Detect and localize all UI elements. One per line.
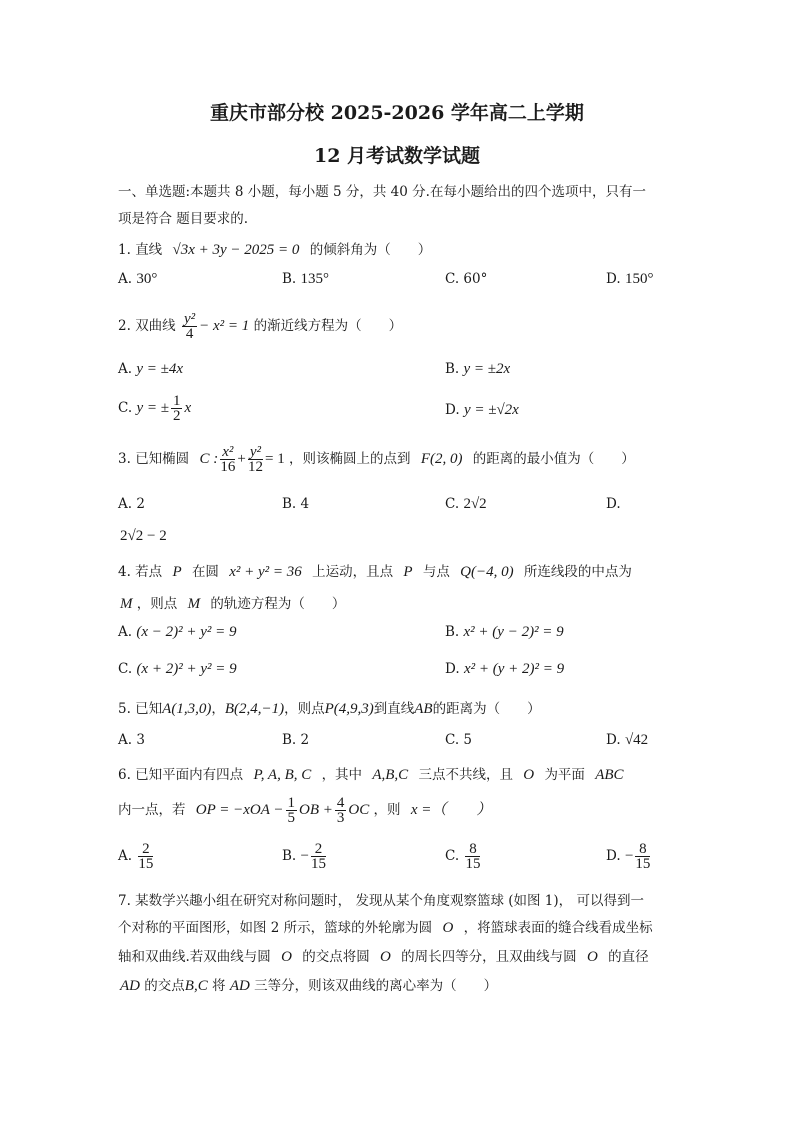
q3-option-b: B. 4 bbox=[282, 496, 310, 512]
q6-option-a: A. $\frac{2}{15}$ bbox=[118, 841, 154, 872]
section-intro-line1: 一、单选题:本题共 8 小题，每小题 5 分，共 40 分.在每小题给出的四个选项中，只有一 bbox=[118, 184, 646, 200]
question-7-line4: AD 的交点B,C 将 AD 三等分，则该双曲线的离心率为（ ） bbox=[120, 978, 498, 994]
q1-option-b: B. 135° bbox=[282, 271, 330, 287]
page-subtitle: 12 月考试数学试题 bbox=[313, 145, 481, 167]
q4-option-a: A. (x − 2)² + y² = 9 bbox=[118, 624, 237, 640]
question-6-stem-line1: 6. 已知平面内有四点 P, A, B, C ，其中 A,B,C 三点不共线，且 O 为平面 ABC bbox=[118, 767, 624, 783]
question-7-line1: 7. 某数学兴趣小组在研究对称问题时， 发现从某个角度观察篮球 (如图 1)， 可以得到一 bbox=[118, 893, 644, 909]
q3-option-c: C. 2√2 bbox=[445, 496, 487, 512]
question-5-stem: 5. 已知A(1,3,0)，B(2,4,−1)，则点P(4,9,3)到直线AB的距离为（ ） bbox=[118, 701, 541, 717]
q2-option-b: B. y = ±2x bbox=[445, 361, 511, 377]
q5-option-c: C. 5 bbox=[445, 732, 473, 748]
q5-option-a: A. 3 bbox=[118, 732, 145, 748]
q4-option-d: D. x² + (y + 2)² = 9 bbox=[445, 661, 565, 677]
question-7-line3: 轴和双曲线.若双曲线与圆 O 的交点将圆 O 的周长四等分，且双曲线与圆 O 的直径 bbox=[118, 949, 649, 965]
q2-option-c: C. y = ± $\frac{1}{2}$ x bbox=[118, 393, 192, 424]
section-intro-line2: 项是符合 题目要求的. bbox=[118, 211, 249, 227]
question-7-line2: 个对称的平面图形，如图 2 所示，篮球的外轮廓为圆 O ，将篮球表面的缝合线看成坐标 bbox=[118, 920, 653, 936]
q3-option-d-value: 2√2 − 2 bbox=[120, 528, 167, 544]
q6-option-d: D. − $\frac{8}{15}$ bbox=[606, 841, 651, 872]
q1-option-a: A. 30° bbox=[118, 271, 158, 287]
question-6-stem-line2: 内一点，若 OP = −xOA − $\frac{1}{5}$ OB + $\frac{4}{3}$ OC ，则 x =（ ） bbox=[118, 795, 492, 826]
q5-option-d: D. √42 bbox=[606, 732, 649, 748]
q1-option-d: D. 150° bbox=[606, 271, 654, 287]
q3-option-a: A. 2 bbox=[118, 496, 145, 512]
q6-option-b: B. − $\frac{2}{15}$ bbox=[282, 841, 326, 872]
q1-option-c: C. 60° bbox=[445, 271, 488, 287]
question-2-stem: 2. 双曲线 $\frac{\text{y²}}{4}$ − x² = 1 的渐近线方程为（ ） bbox=[118, 311, 403, 342]
q1-equation: √3x + 3y − 2025 = 0 bbox=[172, 242, 300, 258]
q2-option-d: D. y = ±√2x bbox=[445, 402, 519, 418]
q3-option-d: D. bbox=[606, 496, 621, 512]
q5-option-b: B. 2 bbox=[282, 732, 310, 748]
q2-option-a: A. y = ±4x bbox=[118, 361, 184, 377]
q6-option-c: C. $\frac{8}{15}$ bbox=[445, 841, 481, 872]
page-title: 重庆市部分校 2025-2026 学年高二上学期 bbox=[210, 102, 584, 124]
question-3-stem: 3. 已知椭圆 C : $\frac{\text{x²}}{16}$ + $\frac{\text{y²}}{12}$ = 1 ，则该椭圆上的点到 F(2, 0) 的距离的最小值为（ ） bbox=[118, 444, 635, 475]
q4-option-c: C. (x + 2)² + y² = 9 bbox=[118, 661, 237, 677]
q2-fraction: $\frac{\text{y²}}{4}$ bbox=[183, 311, 196, 342]
question-1-stem: 1. 直线 √3x + 3y − 2025 = 0 的倾斜角为（ ） bbox=[118, 242, 432, 258]
question-4-stem-line2: M ，则点 M 的轨迹方程为（ ） bbox=[120, 596, 346, 612]
question-4-stem-line1: 4. 若点 P 在圆 x² + y² = 36 上运动，且点 P 与点 Q(−4, 0) 所连线段的中点为 bbox=[118, 564, 632, 580]
q4-option-b: B. x² + (y − 2)² = 9 bbox=[445, 624, 564, 640]
